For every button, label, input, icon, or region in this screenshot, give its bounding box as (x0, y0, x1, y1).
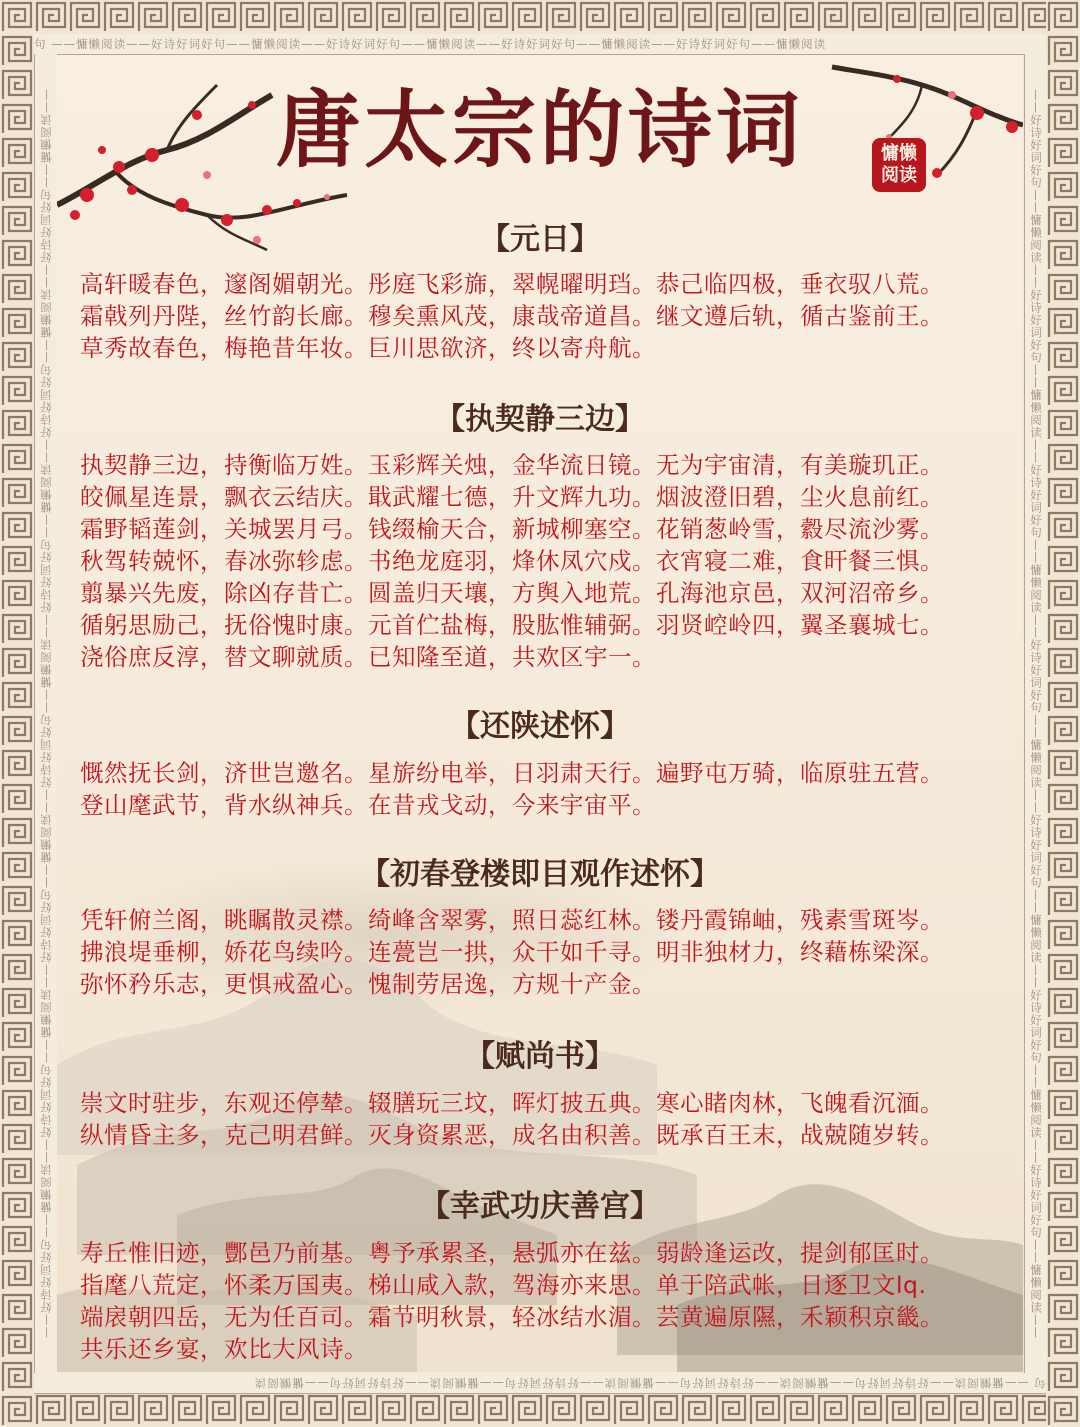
poem-body (80, 1087, 1020, 1151)
poem-title: 【赋尚书】 (465, 1039, 615, 1074)
poem-line: 高轩暖春色，邃阁媚朝光。彤庭飞彩旆，翠幌曜明珰。恭己临四极，垂衣驭八荒。 (80, 270, 944, 298)
page-title: 唐太宗的诗词 (275, 80, 804, 179)
poem-line: 共乐还乡宴，欢比大风诗。 (80, 1335, 368, 1363)
poem-body (80, 449, 1020, 673)
frame-border-right (1046, 0, 1080, 1427)
poem-title: 【执契静三边】 (435, 402, 645, 437)
frame-text-right: ——好诗好词好句——慵懒阅读——好诗好词好句——慵懒阅读——好诗好词好句——慵懒阅读——好诗好词好句——慵懒阅读——好诗好词好句——慵懒阅读——好诗好词好句——慵懒阅读——好诗好词好句——慵懒阅读—— (1024, 54, 1047, 1373)
frame-text-left: ——好诗好词好句——慵懒阅读——好诗好词好句——慵懒阅读——好诗好词好句——慵懒阅读——好诗好词好句——慵懒阅读——好诗好词好句——慵懒阅读——好诗好词好句——慵懒阅读——好诗好词好句——慵懒阅读—— (34, 54, 57, 1373)
seal-stamp (872, 138, 926, 192)
poem-line: 凭轩俯兰阁，眺瞩散灵襟。绮峰含翠雾，照日蕊红林。镂丹霞锦岫，残素雪斑岑。 (80, 906, 944, 934)
poem-line: 崇文时驻步，东观还停辇。辍膳玩三坟，晖灯披五典。寒心睹肉林，飞魄看沉湎。 (80, 1089, 944, 1117)
frame-border-left (0, 0, 34, 1427)
seal-text-line: 慵懒 (881, 143, 917, 164)
poem-line: 端扆朝四岳，无为任百司。霜节明秋景，轻冰结水湄。芸黄遍原隰，禾颖积京畿。 (80, 1303, 944, 1331)
poem-body (80, 904, 1020, 1000)
poem-line: 霜野韬莲剑，关城罢月弓。钱缀榆天合，新城柳塞空。花销葱岭雪，縠尽流沙雾。 (80, 515, 944, 543)
poem-line: 循躬思励己，抚俗愧时康。元首伫盐梅，股肱惟辅弼。羽贤崆岭四，翼圣襄城七。 (80, 611, 944, 639)
poem-line: 霜戟列丹陛，丝竹韵长廊。穆矣熏风茂，康哉帝道昌。继文遵后轨，循古鉴前王。 (80, 302, 944, 330)
poem-line: 草秀故春色，梅艳昔年妆。巨川思欲济，终以寄舟航。 (80, 334, 656, 362)
poem-line: 登山麾武节，背水纵神兵。在昔戎戈动，今来宇宙平。 (80, 791, 656, 819)
poem-line: 皎佩星连景，飘衣云结庆。戢武耀七德，升文辉九功。烟波澄旧碧，尘火息前红。 (80, 483, 944, 511)
poem-line: 慨然抚长剑，济世岂邀名。星旂纷电举，日羽肃天行。遍野屯万骑，临原驻五营。 (80, 759, 944, 787)
poem-line: 翦暴兴先废，除凶存昔亡。圆盖归天壤，方舆入地荒。孔海池京邑，双河沼帝乡。 (80, 579, 944, 607)
poem-body (80, 1237, 1020, 1365)
poem-line: 浇俗庶反淳，替文聊就质。已知隆至道，共欢区宇一。 (80, 643, 656, 671)
poem-line: 拂浪堤垂柳，娇花鸟续吟。连甍岂一拱，众干如千寻。明非独材力，终藉栋梁深。 (80, 938, 944, 966)
poem-line: 执契静三边，持衡临万姓。玉彩辉关烛，金华流日镜。无为宇宙清，有美璇玑正。 (80, 451, 944, 479)
frame-text-bottom: 句 ——慵懒阅读——好诗好词好句——慵懒阅读——好诗好词好句——慵懒阅读——好诗好词好句——慵懒阅读——好诗好词好句——慵懒阅读 (34, 1373, 1046, 1394)
poem-line: 寿丘惟旧迹，酆邑乃前基。粤予承累圣，悬弧亦在兹。弱龄逢运改，提剑郁匡时。 (80, 1239, 944, 1267)
poem-title: 【还陕述怀】 (450, 709, 630, 744)
poem-body (80, 757, 1020, 821)
poem-line: 指麾八荒定，怀柔万国夷。梯山咸入款，驾海亦来思。单于陪武帐，日逐卫文lq. (80, 1271, 927, 1299)
poem-line: 纵情昏主多，克己明君鲜。灭身资累恶，成名由积善。既承百王末，战兢随岁转。 (80, 1121, 944, 1149)
poem-line: 秋驾转兢怀，春冰弥轸虑。书绝龙庭羽，烽休凤穴戍。衣宵寝二难，食旰餐三惧。 (80, 547, 944, 575)
frame-border-top (0, 0, 1080, 34)
poem-title: 【初春登楼即目观作述怀】 (360, 857, 720, 892)
seal-text-line: 阅读 (881, 165, 917, 186)
poem-body (80, 268, 1020, 364)
frame-text-top: 句 ——慵懒阅读——好诗好词好句——慵懒阅读——好诗好词好句——慵懒阅读——好诗好词好句——慵懒阅读——好诗好词好句——慵懒阅读 (34, 34, 1046, 55)
poem-line: 弥怀矜乐志，更惧戒盈心。愧制劳居逸，方规十产金。 (80, 970, 656, 998)
frame-border-bottom (0, 1393, 1080, 1427)
poem-title: 【元日】 (480, 222, 600, 257)
poem-title: 【幸武功庆善宫】 (420, 1189, 660, 1224)
